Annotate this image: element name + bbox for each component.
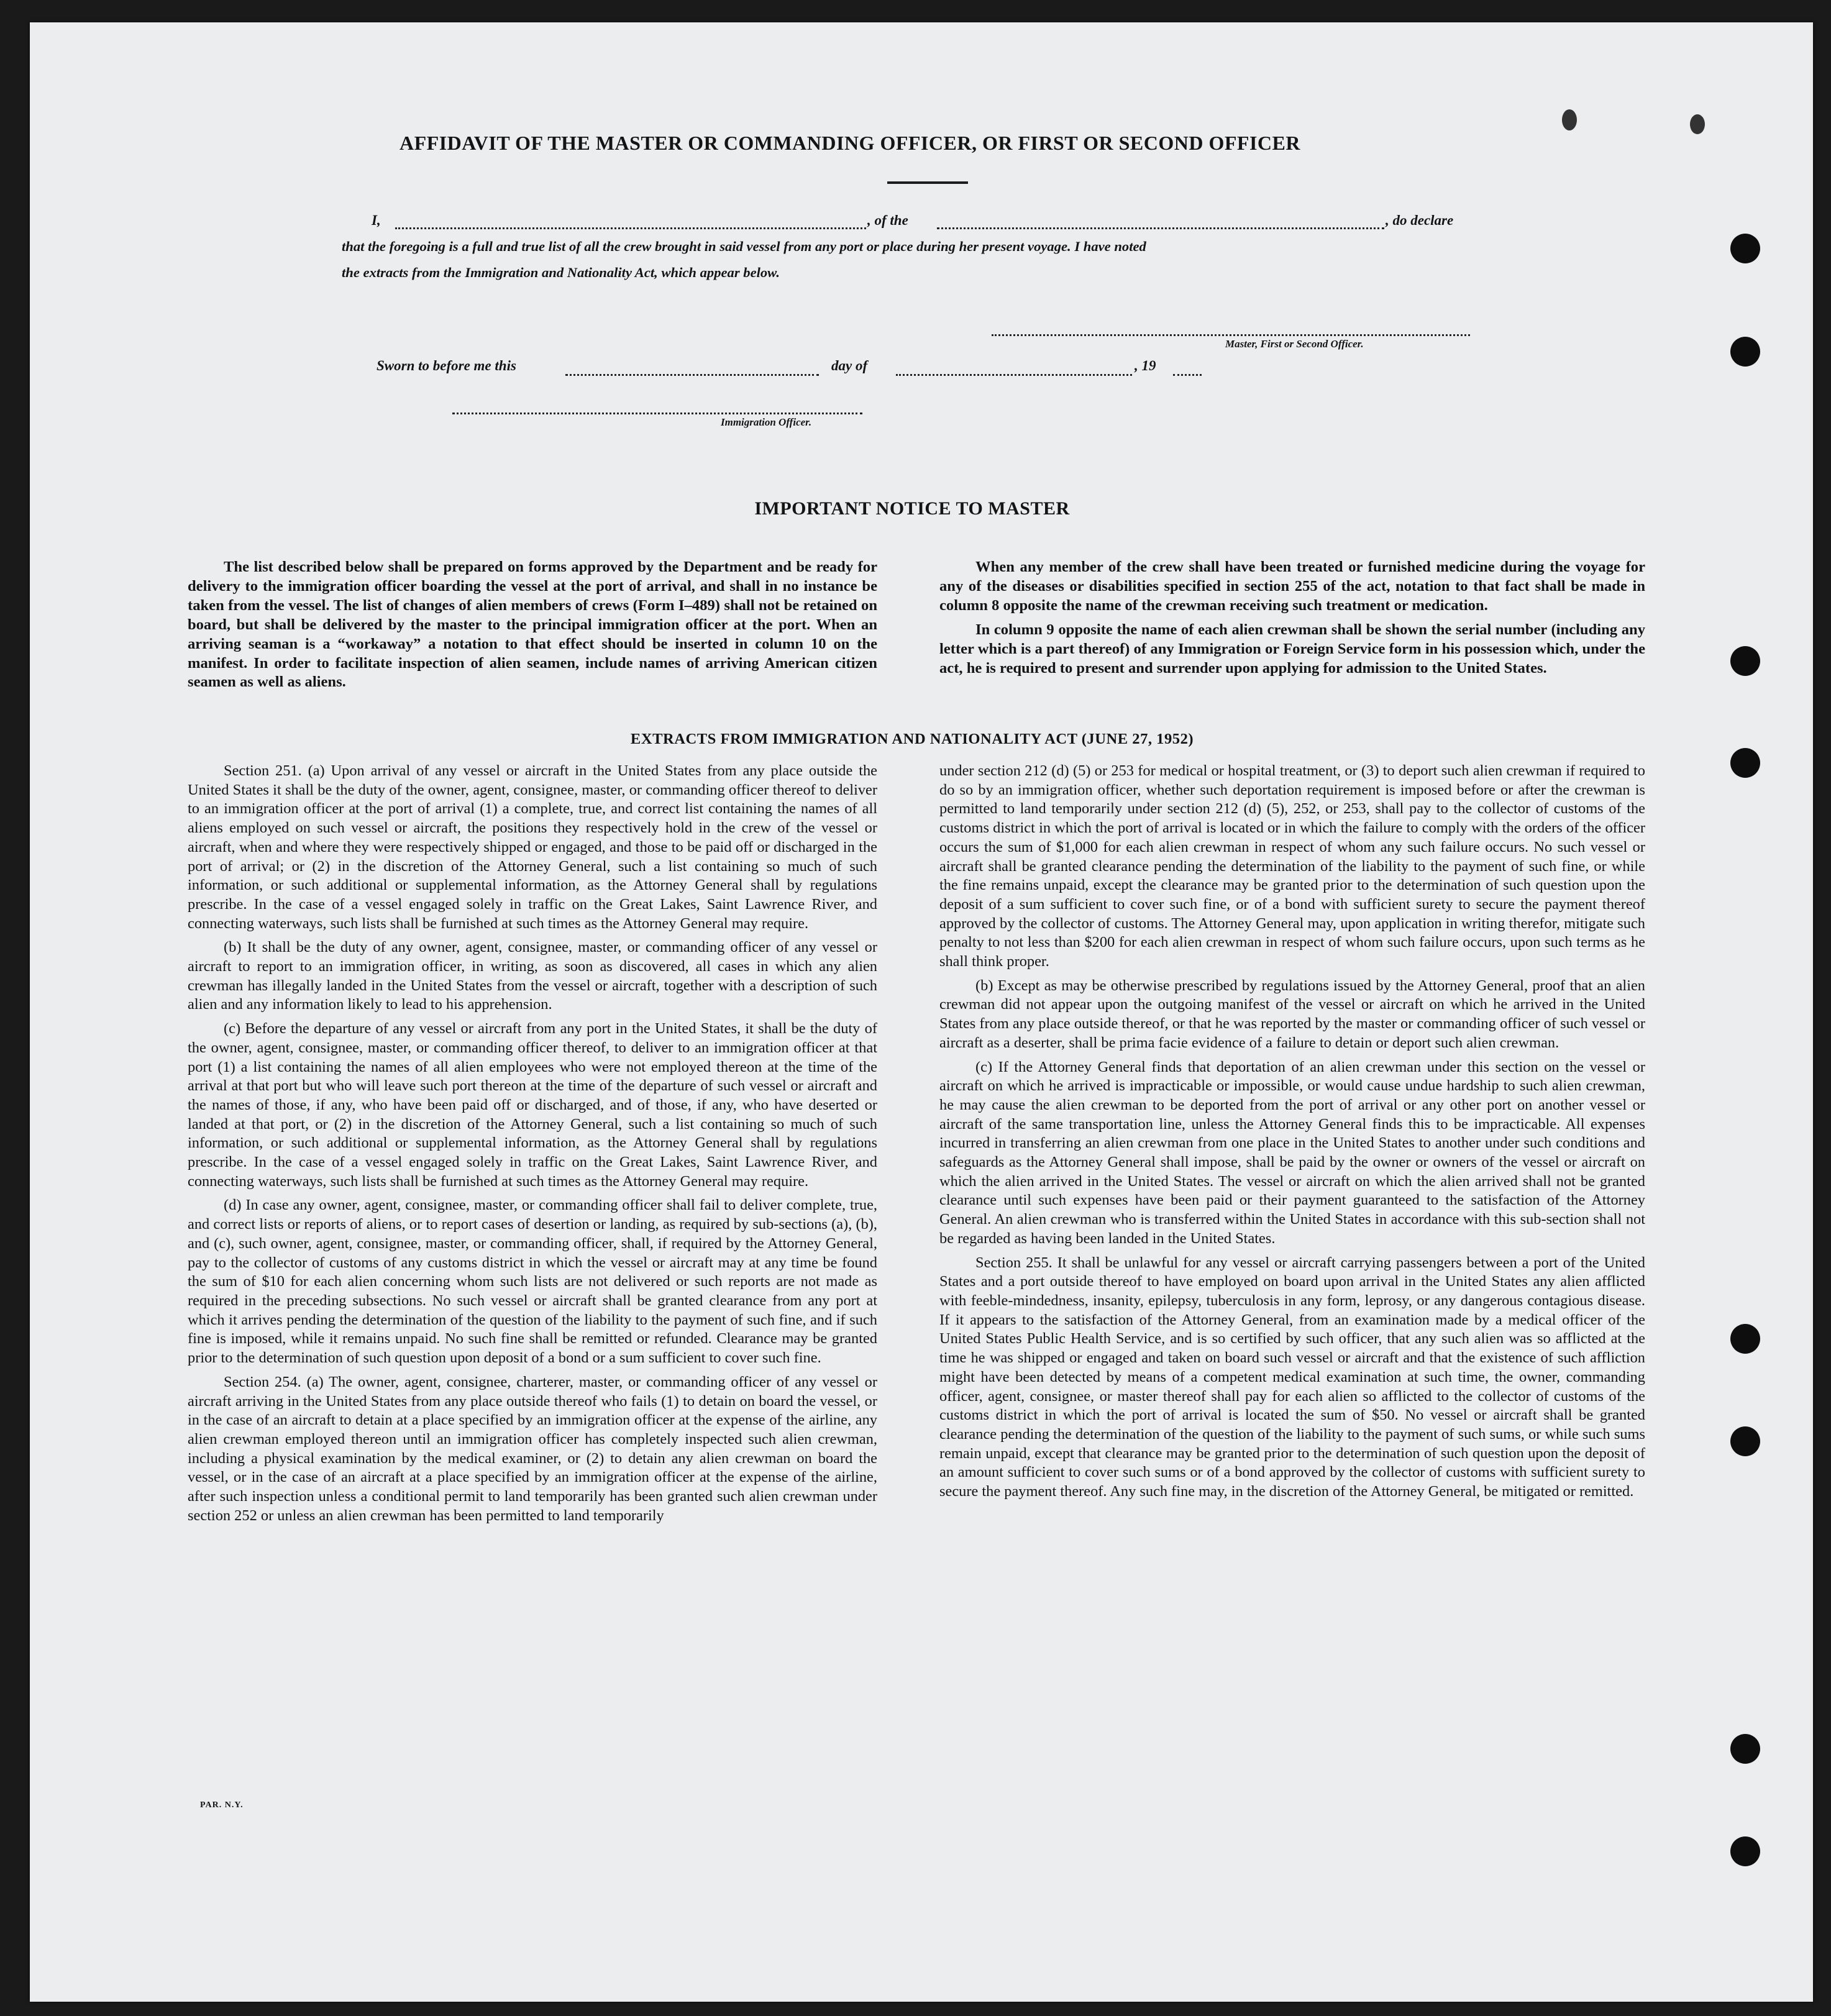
- section-254-a: Section 254. (a) The owner, agent, consignee, charterer, master, or commanding officer of any vessel or aircraft arriving in the United States from any place outside thereof who fails (1) to detain on board the vessel, or in the case of an aircraft to detain at a place specified by an immigration officer at the expense of the airline, any alien crewman employed thereon until an immigration officer has completely inspected such alien crewman, including a physical examination by the medical examiner, or (2) to detain any alien crewman on board the vessel, or in the case of an aircraft at a place specified by an immigration officer at the expense of the airline, after such inspection unless a conditional permit to land temporarily has been granted such alien crewman under section 252 or unless an alien crewman has been permitted to land temporarily: [188, 1373, 877, 1524]
- declarant-prefix: I,: [372, 212, 381, 228]
- day-of-label: day of: [831, 358, 868, 373]
- binder-hole: [1730, 748, 1760, 778]
- section-254-a-continued: under section 212 (d) (5) or 253 for medical or hospital treatment, or (3) to deport such alien crewman if required to do so by an immigration officer, whether such deportation requirement is imposed before or after the crewman is permitted to land temporarily under section 212 (d) (5), 252, or 253, shall pay to the collector of customs of the customs district in which the port of arrival is located or in which the failure to comply with the orders of the officer occurs the sum of $1,000 for each alien crewman in respect of whom any such failure occurs. No such vessel or aircraft shall be granted clearance pending the determination of the liability to the payment of such fine, or while the fine remains unpaid, except the clearance may be granted prior to the determination of such question upon the deposit of a sum sufficient to cover such fine, or of a bond with sufficient surety to secure the payment thereof approved by the collector of customs. The Attorney General may, upon application in writing therefor, mitigate such penalty to not less than $200 for each alien crewman in respect of whom such failure occurs, upon such terms as he shall think proper.: [939, 762, 1645, 970]
- section-255: Section 255. It shall be unlawful for any vessel or aircraft carrying passengers between a port of the United States and a port outside thereof to have employed on board upon arrival in the United States any alien afflicted with feeble-mindedness, insanity, epilepsy, tuberculosis in any form, leprosy, or any dangerous contagious disease. If it appears to the satisfaction of the Attorney General, from an examination made by a medical officer of the United States Public Health Service, and is so certified by such officer, that any such alien was so afflicted at the time he was shipped or engaged and taken on board such vessel or aircraft and that the existence of such affliction might have been detected by means of a competent medical examination at such time, the owner, commanding officer, agent, consignee, or master thereof shall pay for each alien so afflicted to the collector of customs of the customs district in which the port of arrival is located the sum of $50. No vessel or aircraft shall be granted clearance pending the determination of the question of the liability to the payment of such sums, or while such sums remain unpaid, except that clearance may be granted prior to the determination of such question upon the deposit of an amount sufficient to cover such sums or of a bond approved by the collector of customs with sufficient surety to secure the payment thereof. Any such fine may, in the discretion of the Attorney General, be mitigated or remitted.: [939, 1254, 1645, 1500]
- affidavit-text-line-3: the extracts from the Immigration and Nationality Act, which appear below.: [342, 265, 780, 280]
- name-blank: [395, 227, 866, 229]
- ink-speck: [1690, 114, 1705, 134]
- extracts-title: EXTRACTS FROM IMMIGRATION AND NATIONALITY ACT (JUNE 27, 1952): [630, 731, 1194, 747]
- printer-mark: PAR. N.Y.: [200, 1800, 244, 1810]
- ink-speck: [1562, 109, 1577, 130]
- binder-hole: [1730, 1734, 1760, 1764]
- year-label: , 19: [1135, 358, 1156, 373]
- binder-hole: [1730, 646, 1760, 676]
- declare-label: , do declare: [1386, 212, 1454, 228]
- document-page: [30, 22, 1813, 2002]
- binder-hole: [1730, 1836, 1760, 1866]
- section-254-b: (b) Except as may be otherwise prescribed by regulations issued by the Attorney General, proof that an alien crewman did not appear upon the outgoing manifest of the vessel or aircraft on which he arrived in the United States from any place outside thereof, or that he was reported by the master or commanding officer of such vessel or aircraft as a deserter, shall be prima facie evidence of a failure to detain or deport such alien crewman.: [939, 977, 1645, 1051]
- section-251-c: (c) Before the departure of any vessel or aircraft from any port in the United States, it shall be the duty of the owner, agent, consignee, master, or commanding officer thereof, to deliver to an immigration officer at that port (1) a list containing the names of all alien employees who were not employed thereon at the time of the arrival at that port but who will leave such port thereon at the time of the departure of such vessel or aircraft and the names of those, if any, who have been paid off or discharged, and of those, if any, who have deserted or landed at that port, or (2) in the discretion of the Attorney General, such a list containing so much of such information, or such additional or supplemental information, as the Attorney General shall by regulations prescribe. In the case of a vessel engaged solely in traffic on the Great Lakes, Saint Lawrence River, and connecting waterways, such lists shall be furnished at such times as the Attorney General may require.: [188, 1020, 877, 1190]
- master-signature-caption: Master, First or Second Officer.: [1225, 338, 1364, 350]
- affidavit-text-line-2: that the foregoing is a full and true list of all the crew brought in said vessel from any port or place during her present voyage. I have noted: [342, 239, 1146, 254]
- extracts-right-column: [939, 762, 1645, 1502]
- section-251-d: (d) In case any owner, agent, consignee, master, or commanding officer shall fail to deliver complete, true, and correct lists or reports of aliens, or to report cases of desertion or landing, as required by sub-sections (a), (b), and (c), such owner, agent, consignee, master, or commanding officer, shall, if required by the Attorney General, pay to the collector of customs of any customs district in which the vessel or aircraft may at any time be found the sum of $10 for each alien concerning whom such lists are not delivered or such reports are not made as required in the preceding subsections. No such vessel or aircraft shall be granted clearance from any port at which it arrives pending the determination of the question of the liability to the payment of such fine, and if such fine is imposed, while it remains unpaid. No such fine shall be remitted or refunded. Clearance may be granted prior to the determination of such question upon deposit of a bond or a sum sufficient to cover such fine.: [188, 1197, 877, 1367]
- section-251-b: (b) It shall be the duty of any owner, agent, consignee, master, or commanding officer of any vessel or aircraft to report to an immigration officer, in writing, as soon as discovered, all cases in which any alien crewman has illegally landed in the United States from the vessel or aircraft, together with a description of such alien and any information likely to lead to his apprehension.: [188, 939, 877, 1013]
- binder-hole: [1730, 234, 1760, 263]
- binder-hole: [1730, 1324, 1760, 1354]
- officer-signature-blank: [452, 413, 862, 414]
- notice-left-paragraph: The list described below shall be prepared on forms approved by the Department and be ready for delivery to the immigration officer boarding the vessel at the port of arrival, and shall in no instance be taken from the vessel. The list of changes of alien members of crews (Form I–489) shall not be retained on board, but shall be delivered by the master to the principal immigration officer at the port. When an arriving seaman is a “workaway” a notation to that effect should be inserted in column 10 on the manifest. In order to facilitate inspection of alien seamen, include names of arriving American citizen seamen as well as aliens.: [188, 559, 877, 691]
- section-254-c: (c) If the Attorney General finds that deportation of an alien crewman under this section on the vessel or aircraft on which he arrived is impracticable or impossible, or would cause undue hardship to such alien crewman, he may cause the alien crewman to be deported from the port of arrival or any other port on another vessel or aircraft of the same transportation line, unless the Attorney General finds this to be impracticable. All expenses incurred in transferring an alien crewman from one place in the United States to another under such conditions and safeguards as the Attorney General shall impose, shall be paid by the owner or owners of the vessel or aircraft on which the alien arrived in the United States. The vessel or aircraft on which the alien arrived shall not be granted clearance until such expenses have been paid or their payment guaranteed to the satisfaction of the Attorney General. An alien crewman who is transferred within the United States in accordance with this sub-section shall not be regarded as having been landed in the United States.: [939, 1058, 1645, 1247]
- section-251-a: Section 251. (a) Upon arrival of any vessel or aircraft in the United States from any place outside the United States it shall be the duty of the owner, agent, consignee, master, or commanding officer thereof to deliver to an immigration officer at the port of arrival (1) a complete, true, and correct list containing the names of all aliens employed on such vessel or aircraft, the positions they respectively hold in the crew of the vessel or aircraft, when and where they were respectively shipped or engaged, and those to be paid off or discharged in the port of arrival; or (2) in the discretion of the Attorney General, such a list containing so much of such information, or such additional or supplemental information, as the Attorney General shall by regulations prescribe. In the case of a vessel engaged solely in traffic on the Great Lakes, Saint Lawrence River, and connecting waterways, such lists shall be furnished at such times as the Attorney General may require.: [188, 762, 877, 932]
- officer-signature-caption: Immigration Officer.: [721, 416, 812, 428]
- notice-title: IMPORTANT NOTICE TO MASTER: [754, 498, 1070, 519]
- year-blank: [1173, 374, 1202, 376]
- binder-hole: [1730, 337, 1760, 367]
- of-the-label: , of the: [867, 212, 908, 228]
- vessel-blank: [937, 227, 1384, 229]
- notice-left-column: [188, 558, 877, 692]
- notice-right-column: [939, 558, 1645, 678]
- sworn-label: Sworn to before me this: [377, 358, 516, 373]
- notice-right-paragraph-2: In column 9 opposite the name of each alien crewman shall be shown the serial number (including any letter which is a part thereof) of any Immigration or Foreign Service form in his possession which, under the act, he is required to present and surrender upon applying for admission to the United States.: [939, 621, 1645, 677]
- binder-hole: [1730, 1426, 1760, 1456]
- affidavit-title: AFFIDAVIT OF THE MASTER OR COMMANDING OFFICER, OR FIRST OR SECOND OFFICER: [400, 132, 1300, 154]
- master-signature-blank: [992, 334, 1470, 336]
- sworn-day-blank: [565, 374, 819, 376]
- title-underline: [887, 181, 968, 184]
- extracts-left-column: [188, 762, 877, 1525]
- sworn-month-blank: [896, 374, 1132, 376]
- notice-right-paragraph-1: When any member of the crew shall have been treated or furnished medicine during the voyage for any of the diseases or disabilities specified in section 255 of the act, notation to that fact shall be made in column 8 opposite the name of the crewman receiving such treatment or medication.: [939, 559, 1645, 614]
